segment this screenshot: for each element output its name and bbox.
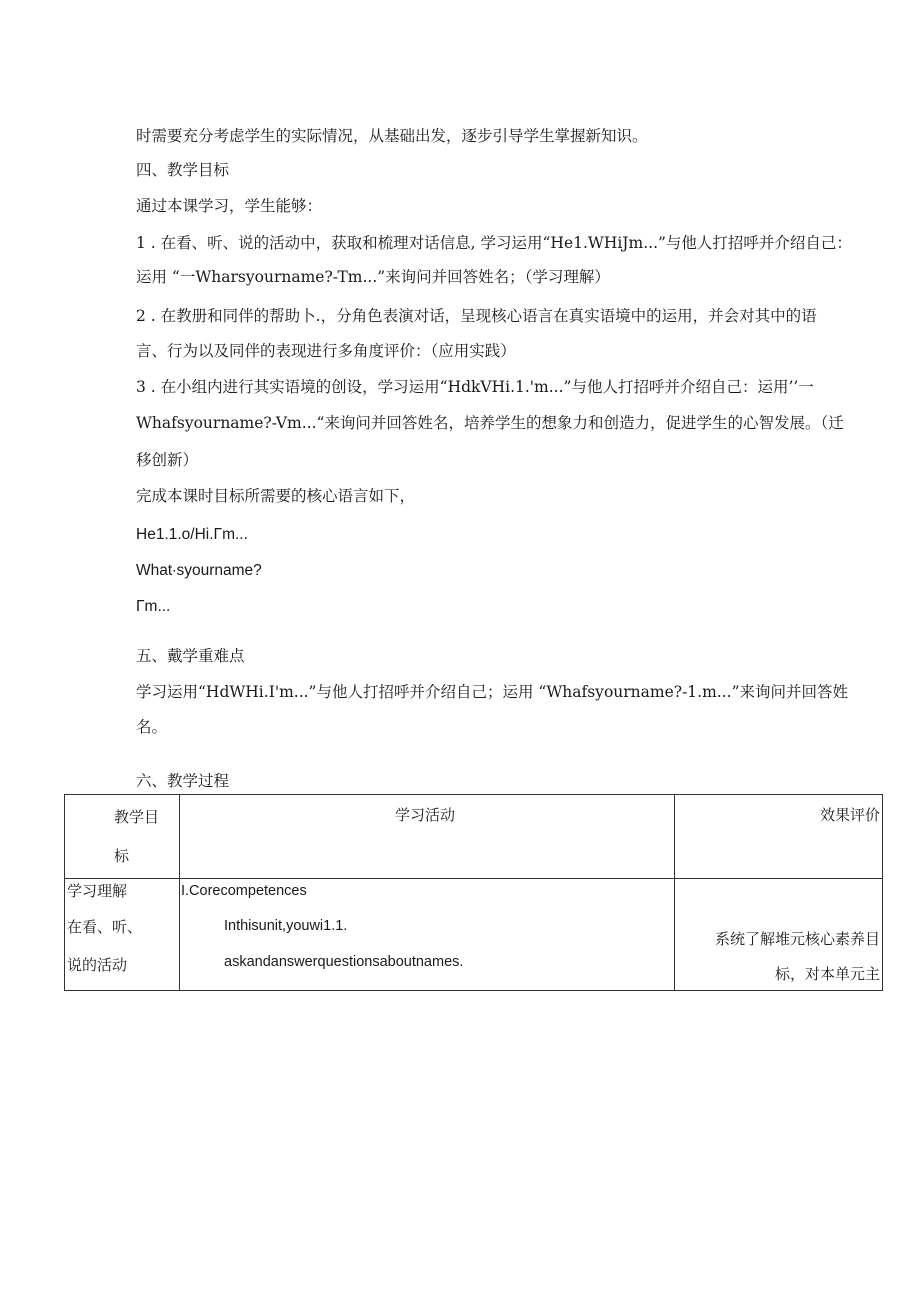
row-objective-line-1: 学习理解: [67, 882, 128, 900]
objective-2-line-1: 2 . 在教册和同伴的帮助卜.，分角色表演对话，呈现核心语言在真实语境中的运用，并会对其中的语: [136, 307, 817, 325]
header-objective-line-1: 教学目: [114, 808, 160, 826]
header-activity: 学习活动: [395, 806, 456, 824]
row-cell-evaluation: [675, 879, 883, 991]
row-cell-objective: [65, 879, 180, 991]
row-objective-line-2: 在看、听、: [67, 918, 143, 936]
core-language-intro: 完成本课时目标所需要的核心语言如下，: [136, 487, 416, 505]
objective-2-line-2: 言、行为以及同伴的表现进行多角度评价：（应用实践）: [136, 342, 516, 360]
table-header-row: [65, 795, 883, 879]
section-heading-key-points: 五、戴学重难点: [136, 647, 245, 665]
objective-3-line-1: 3 . 在小组内进行其实语境的创设，学习运用“HdkVHi.1.'m...”与他人打招呼并介绍自己：运用’’一: [136, 378, 814, 396]
core-language-3: Γm...: [136, 598, 171, 615]
objective-1-line-1: 1 . 在看、听、说的活动中，获取和梳理对话信息, 学习运用“He1.WHiJm...”与他人打招呼并介绍自己：: [136, 234, 852, 252]
core-language-1: He1.1.o/Hi.Γm...: [136, 526, 248, 543]
objectives-intro: 通过本课学习，学生能够：: [136, 197, 323, 215]
core-language-2: What∙syourname?: [136, 562, 262, 579]
header-cell-evaluation: [675, 795, 883, 879]
row-activity-line-2: Inthisunit,youwi1.1.: [224, 918, 348, 934]
row-cell-activity: [180, 879, 675, 991]
intro-paragraph: 时需要充分考虑学生的实际情况，从基础出发，逐步引导学生掌握新知识。: [136, 127, 648, 145]
key-points-line-1: 学习运用“HdWHi.I'm...”与他人打招呼并介绍自己；运用 “Whafsyourname?-1.m...”来询问并回答姓: [136, 683, 848, 701]
teaching-process-table: [64, 794, 883, 991]
objective-3-line-2: Whafsyourname?-Vm...“来询问并回答姓名，培养学生的想象力和创造力，促进学生的心智发展。（迁: [136, 414, 844, 432]
table-row: [65, 879, 883, 991]
row-activity-line-3: askandanswerquestionsaboutnames.: [224, 954, 464, 970]
row-objective-line-3: 说的活动: [67, 956, 128, 974]
row-evaluation-line-1: 系统了解堆元核心素养目: [714, 930, 880, 948]
row-activity-line-1: I.Corecompetences: [181, 883, 307, 899]
header-cell-objective: [65, 795, 180, 879]
objective-3-line-3: 移创新）: [136, 451, 199, 469]
key-points-line-2: 名。: [136, 718, 168, 736]
section-heading-objectives: 四、教学目标: [136, 161, 230, 179]
header-evaluation: 效果评价: [819, 806, 880, 824]
objective-1-line-2: 运用 “一Wharsyourname?-Tm...”来询问并回答姓名；（学习理解）: [136, 268, 610, 286]
row-evaluation-line-2: 标，对本单元主: [774, 965, 880, 983]
header-cell-activity: [180, 795, 675, 879]
header-objective-line-2: 标: [114, 847, 130, 865]
section-heading-process: 六、教学过程: [136, 772, 230, 790]
